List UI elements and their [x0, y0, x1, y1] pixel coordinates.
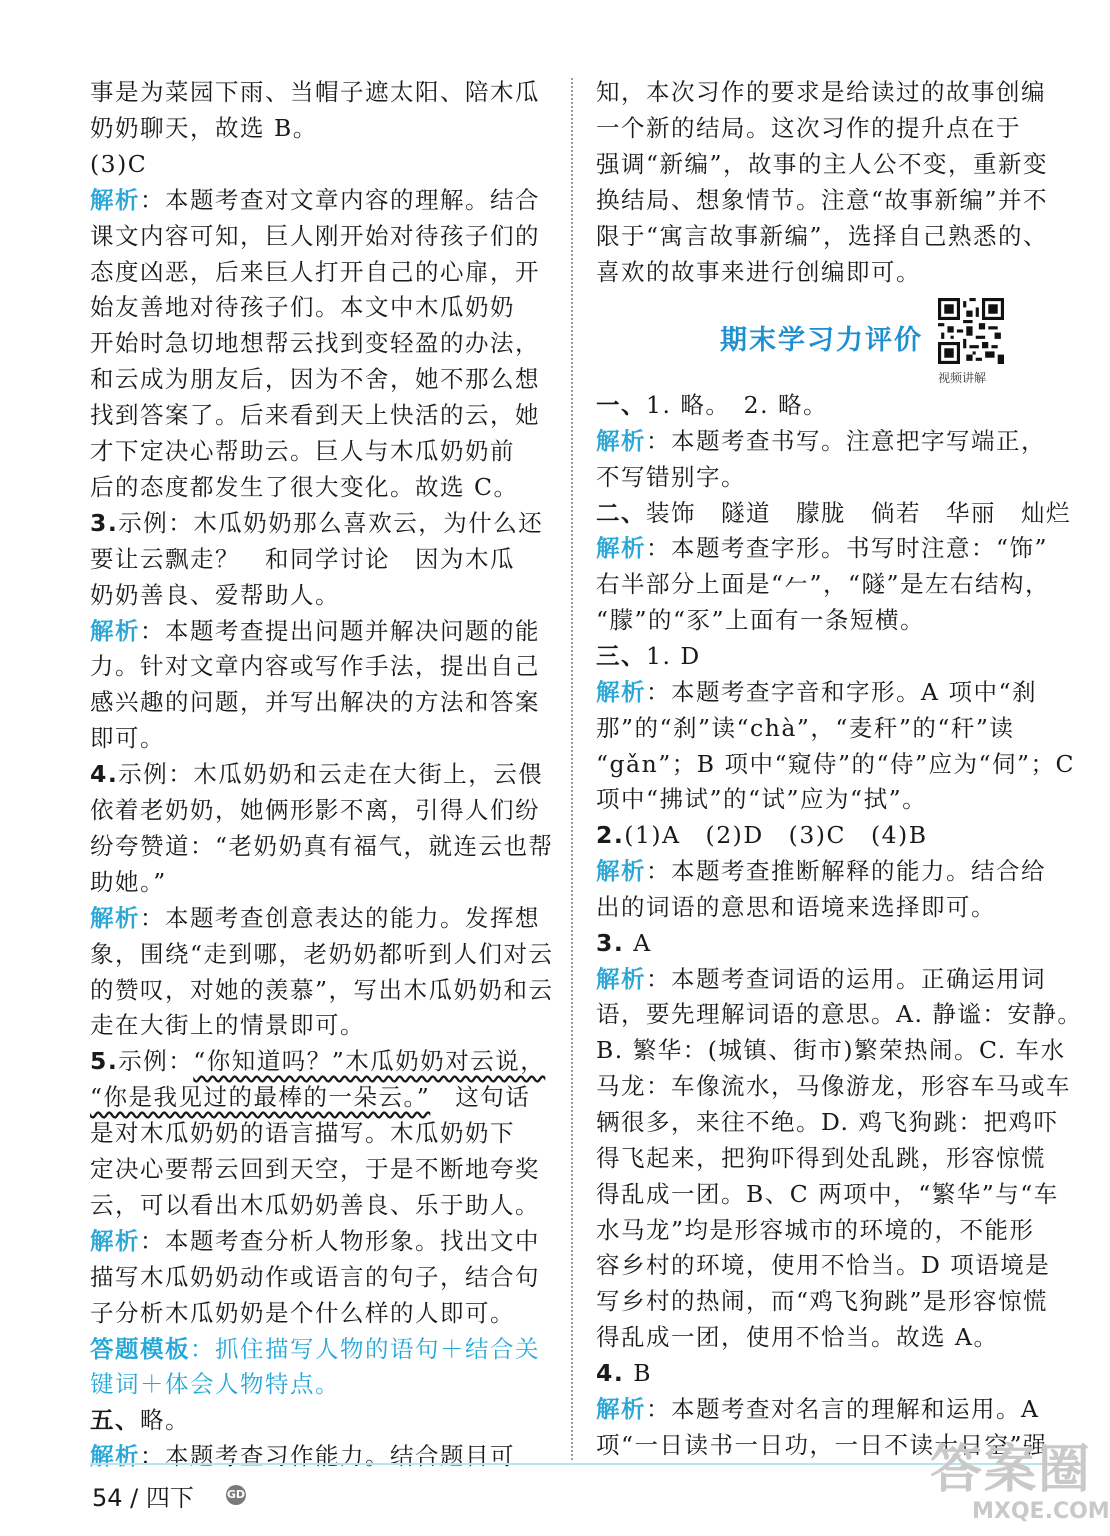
- text-line: 五、略。: [90, 1406, 190, 1435]
- text-line: 键词＋体会人物特点。: [90, 1370, 340, 1399]
- text-line: 找到答案了。后来看到天上快活的云，她: [90, 401, 540, 430]
- text-line: 不写错别字。: [596, 462, 746, 491]
- text-line: 事是为菜园下雨、当帽子遮太阳、陪木瓜: [90, 78, 540, 106]
- text-line: 要让云飘走？ 和同学讨论 因为木瓜: [90, 544, 515, 573]
- text-line: 得乱成一团，使用不恰当。故选 A。: [596, 1323, 999, 1352]
- text-line: 是对木瓜奶奶的语言描写。木瓜奶奶下: [90, 1119, 515, 1148]
- text-line: 态度凶恶，后来巨人打开自己的心扉，开: [90, 257, 540, 286]
- text-line: 出的词语的意思和语境来选择即可。: [596, 892, 996, 921]
- text-line: 解析：本题考查创意表达的能力。发挥想: [90, 903, 540, 932]
- text-line: 的赞叹，对她的羡慕”，写出木瓜奶奶和云: [90, 975, 554, 1004]
- text-line: 一个新的结局。这次习作的提升点在于: [596, 114, 1021, 142]
- text-line: 纷夸赞道：“老奶奶真有福气，就连云也帮: [90, 831, 554, 860]
- text-line: 答题模板：抓住描写人物的语句＋结合关: [90, 1334, 540, 1363]
- text-line: 解析：本题考查字音和字形。A 项中“刹: [596, 677, 1037, 706]
- text-line: 子分析木瓜奶奶是个什么样的人即可。: [90, 1298, 515, 1327]
- text-line: 和云成为朋友后，因为不舍，她不那么想: [90, 365, 540, 394]
- text-line: 始友善地对待孩子们。本文中木瓜奶奶: [90, 293, 515, 322]
- text-line: 强调“新编”，故事的主人公不变，重新变: [596, 150, 1049, 178]
- text-line: 感兴趣的问题，并写出解决的方法和答案: [90, 688, 540, 717]
- text-line: 解析：本题考查对文章内容的理解。结合: [90, 185, 540, 214]
- text-line: 描写木瓜奶奶动作或语言的句子，结合句: [90, 1262, 540, 1291]
- text-line: 右半部分上面是“𠂉”，“隧”是左右结构，: [596, 570, 1051, 599]
- text-line: 解析：本题考查词语的运用。正确运用词: [596, 964, 1046, 993]
- text-line: 奶奶聊天，故选 B。: [90, 113, 318, 142]
- text-line: 依着老奶奶，她俩形影不离，引得人们纷: [90, 796, 540, 824]
- section-heading: 期末学习力评价: [720, 325, 923, 356]
- text-line: 走在大街上的情景即可。: [90, 1011, 365, 1040]
- text-line: 马龙：车像流水，马像游龙，形容车马或车: [596, 1072, 1071, 1101]
- text-line: 象，围绕“走到哪，老奶奶都听到人们对云: [90, 939, 554, 968]
- text-line: 二、装饰 隧道 朦胧 倘若 华丽 灿烂: [596, 498, 1071, 527]
- text-line: “朦”的“豕”上面有一条短横。: [596, 606, 926, 635]
- text-line: “gǎn”；B 项中“窥侍”的“侍”应为“伺”；C: [596, 749, 1076, 778]
- text-line: 4. B: [596, 1358, 653, 1387]
- watermark-url: MXQE.COM: [972, 1499, 1110, 1524]
- text-line: 奶奶善良、爱帮助人。: [90, 580, 340, 609]
- text-line: 开始时急切地想帮云找到变轻盈的办法，: [90, 329, 540, 358]
- qr-caption: 视频讲解: [938, 371, 987, 385]
- text-line: 解析：本题考查提出问题并解决问题的能: [90, 616, 540, 645]
- text-line: 项中“拂试”的“试”应为“拭”。: [596, 785, 928, 814]
- text-line: 2.(1)A (2)D (3)C (4)B: [596, 821, 928, 850]
- text-line: 即可。: [90, 724, 165, 753]
- text-line: 喜欢的故事来进行创编即可。: [596, 258, 921, 286]
- text-line: 定决心要帮云回到天空，于是不断地夸奖: [90, 1155, 540, 1183]
- text-line: (3)C: [90, 149, 148, 178]
- text-line: 解析：本题考查习作能力。结合题目可: [90, 1442, 515, 1471]
- footer-rule: [90, 1463, 1050, 1465]
- text-line: 3. A: [596, 928, 652, 957]
- text-line: 限于“寓言故事新编”，选择自己熟悉的、: [596, 222, 1049, 250]
- text-line: 一、1. 略。 2. 略。: [596, 391, 829, 419]
- watermark: [930, 1440, 1110, 1524]
- text-line: B. 繁华：(城镇、街市)繁荣热闹。C. 车水: [596, 1036, 1066, 1065]
- text-line: 后的态度都发生了很大变化。故选 C。: [90, 472, 519, 501]
- text-line: 换结局、想象情节。注意“故事新编”并不: [596, 186, 1049, 214]
- qr-code-icon[interactable]: [936, 298, 1006, 364]
- section-heading-block: [720, 318, 923, 357]
- text-line: 容乡村的环境，使用不恰当。D 项语境是: [596, 1251, 1051, 1280]
- text-line: 知，本次习作的要求是给读过的故事创编: [596, 78, 1046, 106]
- column-divider: [571, 78, 573, 1460]
- text-line: 写乡村的热闹，而“鸡飞狗跳”是形容惊慌: [596, 1287, 1049, 1316]
- text-line: 5.示例：“你知道吗？”木瓜奶奶对云说，: [90, 1047, 546, 1076]
- text-line: 云，可以看出木瓜奶奶善良、乐于助人。: [90, 1190, 540, 1219]
- text-line: 解析：本题考查分析人物形象。找出文中: [90, 1226, 540, 1255]
- text-line: 力。针对文章内容或写作手法，提出自己: [90, 652, 540, 681]
- text-line: 解析：本题考查书写。注意把字写端正，: [596, 426, 1046, 455]
- text-line: 三、1. D: [596, 641, 701, 670]
- text-line: 项“一日读书一日功，一日不读十日空”强: [596, 1430, 1049, 1459]
- text-line: 课文内容可知，巨人刚开始对待孩子们的: [90, 221, 540, 250]
- text-line: 得飞起来，把狗吓得到处乱跳，形容惊慌: [596, 1143, 1046, 1172]
- text-line: 水马龙”均是形容城市的环境的，不能形: [596, 1215, 1035, 1244]
- watermark-logo: 答案圈: [930, 1440, 1093, 1500]
- text-line: 解析：本题考查对名言的理解和运用。A: [596, 1394, 1040, 1423]
- text-line: 才下定决心帮助云。巨人与木瓜奶奶前: [90, 437, 515, 465]
- text-line: 得乱成一团。B、C 两项中，“繁华”与“车: [596, 1179, 1059, 1208]
- text-line: 那”的“刹”读“chà”，“麦秆”的“秆”读: [596, 713, 1015, 742]
- text-line: 语，要先理解词语的意思。A. 静谧：安静。: [596, 1000, 1083, 1029]
- text-line: 4.示例：木瓜奶奶和云走在大街上，云偎: [90, 760, 544, 789]
- text-line: 3.示例：木瓜奶奶那么喜欢云，为什么还: [90, 508, 544, 537]
- text-line: 助她。”: [90, 867, 167, 896]
- text-line: “你是我见过的最棒的一朵云。” 这句话: [90, 1083, 531, 1112]
- text-line: 辆很多，来往不绝。D. 鸡飞狗跳：把鸡吓: [596, 1108, 1059, 1136]
- page-number: 54 / 四下: [92, 1484, 194, 1512]
- text-line: 解析：本题考查字形。书写时注意：“饰”: [596, 534, 1049, 563]
- edition-badge: GD: [226, 1485, 246, 1505]
- text-line: 解析：本题考查推断解释的能力。结合给: [596, 857, 1046, 886]
